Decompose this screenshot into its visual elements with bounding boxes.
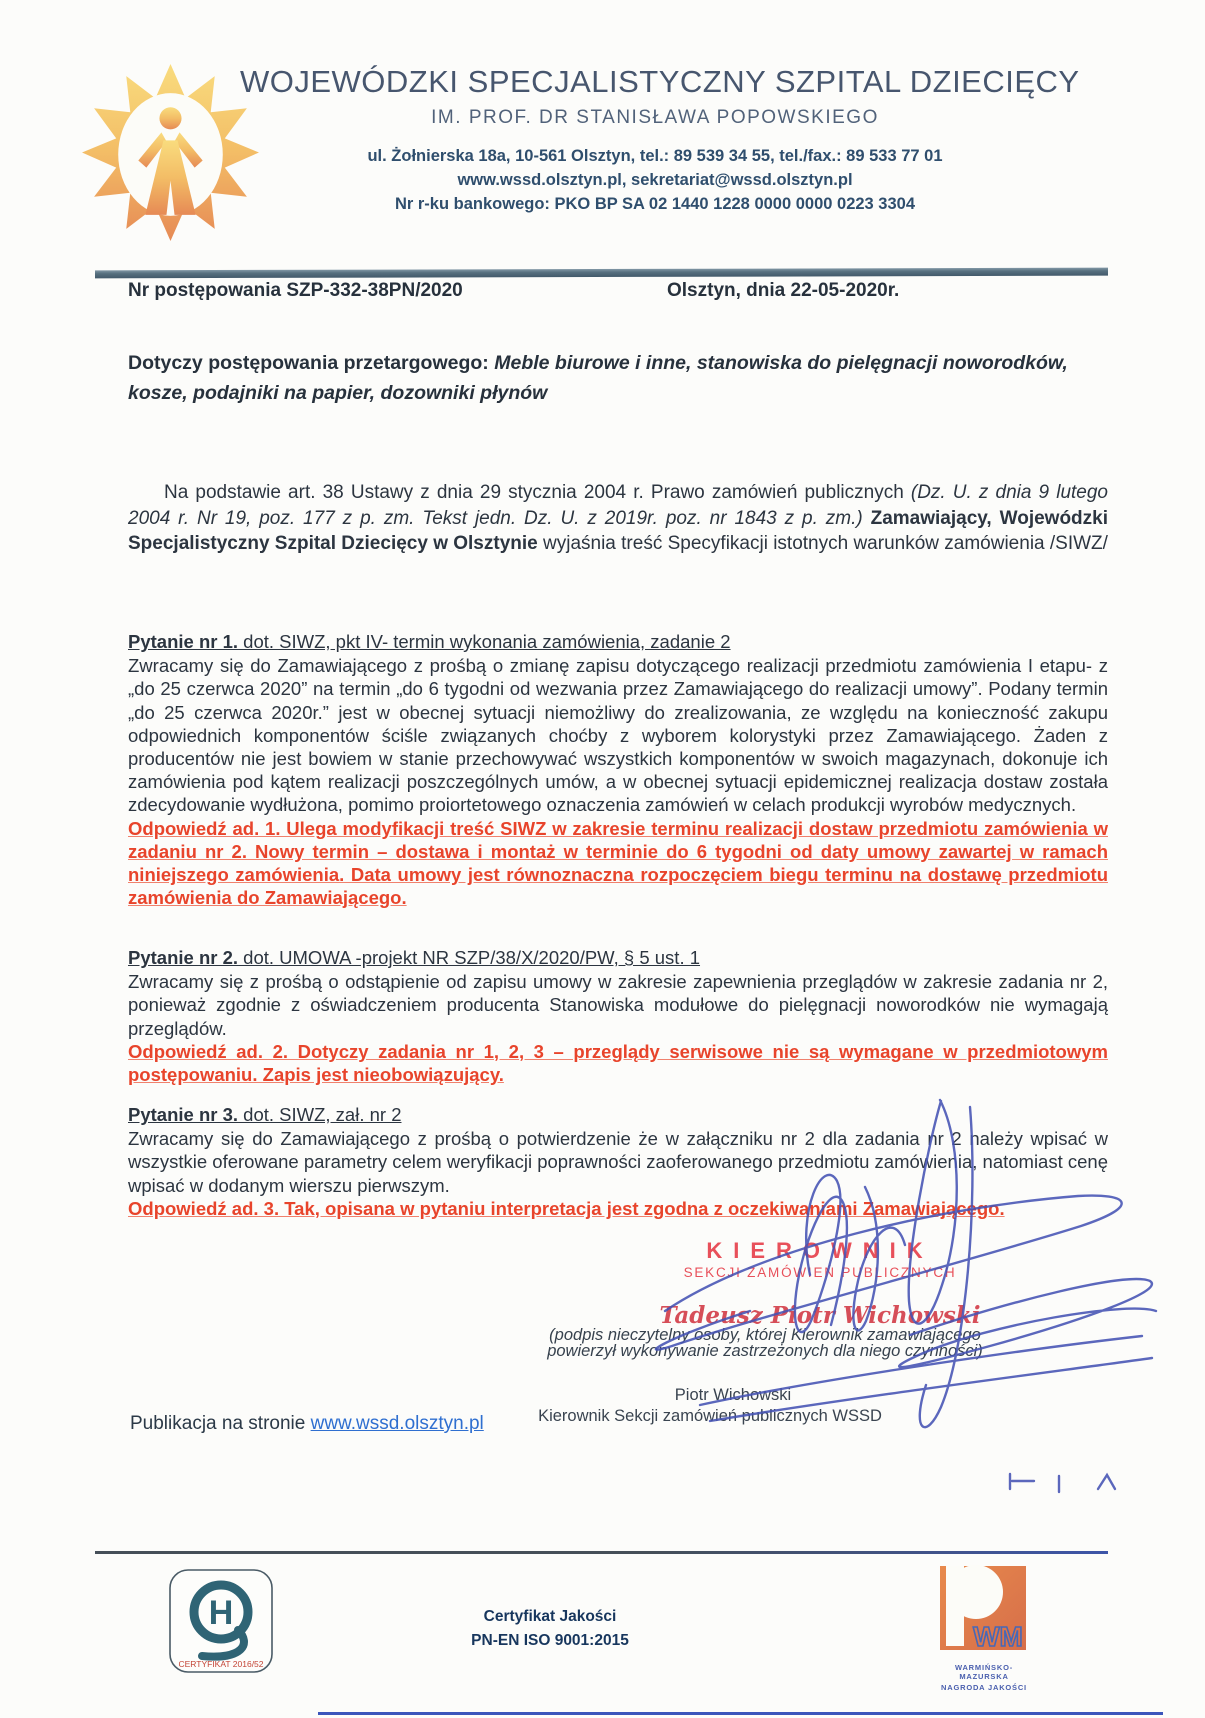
hospital-subtitle: IM. PROF. DR STANISŁAWA POPOWSKIEGO: [431, 107, 879, 128]
meta-row: [128, 280, 1108, 302]
publication-link[interactable]: www.wssd.olsztyn.pl: [310, 1413, 484, 1434]
quality-certificate-q-icon: [168, 1568, 274, 1674]
signature-note-line2: powierzył wykonywanie zastrzeżonych dla niego czynności): [547, 1342, 983, 1360]
award-caption-line1: WARMIŃSKO-MAZURSKA: [955, 1663, 1013, 1681]
contact-line: www.wssd.olsztyn.pl, sekretariat@wssd.olsztyn.pl: [457, 171, 853, 189]
address-line: ul. Żołnierska 18a, 10-561 Olsztyn, tel.: 89 539 34 55, tel./fax.: 89 533 77 01: [367, 147, 943, 165]
subject-text: Meble biurowe i inne, stanowiska do pielęgnacji noworodków, kosze, podajniki na papier, dozowniki płynów: [128, 352, 1068, 404]
signer-name: Piotr Wichowski: [674, 1386, 792, 1404]
question-3-body: Zwracamy się do Zamawiającego z prośbą o potwierdzenie że w załączniku nr 2 dla zadania nr 2 należy wpisać w wszystkie oferowane parametry celem weryfikacji poprawności zaoferowanego przedmiotu zamówienia, natomiast cenę wpisać w dodanym wierszu pierwszym.: [128, 1128, 1108, 1196]
question-section-2: [128, 946, 1108, 1086]
answer-2-text: Odpowiedź ad. 2. Dotyczy zadania nr 1, 2, 3 – przeglądy serwisowe nie są wymagane w przedmiotowym postępowaniu. Zapis jest nieobowiązujący.: [128, 1040, 1108, 1086]
question-3-label: Pytanie nr 3.: [128, 1104, 239, 1125]
intro-part4: wyjaśnia treść Specyfikacji istotnych warunków zamówienia /SIWZ/: [537, 533, 1108, 554]
certificate-title: Certyfikat Jakości: [483, 1608, 617, 1625]
question-3-heading: [128, 1103, 1108, 1126]
question-2-label: Pytanie nr 2.: [128, 947, 239, 968]
signature-block: [520, 1238, 1120, 1426]
signature-note-line1: (podpis nieczytelny osoby, której Kierownik zamawiającego: [549, 1326, 981, 1344]
wm-award-icon: [938, 1564, 1030, 1656]
signer-title: Kierownik Sekcji zamówień publicznych WSSD: [538, 1407, 882, 1425]
bank-account-line: Nr r-ku bankowego: PKO BP SA 02 1440 1228 0000 0000 0223 3304: [394, 195, 916, 213]
publication-label: Publikacja na stronie: [130, 1413, 311, 1434]
stamp-title: KIEROWNIK: [706, 1238, 934, 1263]
certificate-text: [420, 1608, 680, 1650]
place-date: Olsztyn, dnia 22-05-2020r.: [667, 280, 900, 301]
subject-line: [128, 348, 1113, 408]
question-1-heading: [128, 630, 1108, 653]
question-1-heading-rest: dot. SIWZ, pkt IV- termin wykonania zamówienia, zadanie 2: [238, 631, 731, 652]
cert-logo-caption: CERTYFIKAT 2016/52: [178, 1659, 264, 1669]
certificate-standard: PN-EN ISO 9001:2015: [471, 1632, 629, 1649]
question-1-body: Zwracamy się do Zamawiającego z prośbą o zmianę zapisu dotyczącego realizacji przedmiotu zamówienia I etapu- z „do 25 czerwca 2020” na termin „do 6 tygodni od wezwania przez Zamawiającego do realizacji umowy”. Podany termin „do 25 czerwca 2020r.” jest w obecnej sytuacji niemożliwy do zrealizowania, ze względu na konieczność zakupu odpowiednich komponentów ściśle związanych choćby z wyborem kolorystyki przez Zamawiającego. Żaden z producentów nie jest bowiem w stanie przechowywać wszystkich komponentów w swoich magazynach, dokonuje ich zamówienia pod kątem realizacji poszczególnych umów, a w obecnej sytuacji epidemicznej realizacja dostaw została zdecydowanie wydłużona, pomimo proiortetowego oznaczenia zamówień w celach produkcji wyrobów medycznych.: [128, 655, 1108, 816]
q-logo-letter: H: [208, 1594, 234, 1632]
question-2-body: Zwracamy się z prośbą o odstąpienie od zapisu umowy w zakresie zapewnienia przeglądów w zakresie zadania nr 2, ponieważ zgodnie z oświadczeniem producenta Stanowiska modułowe do pielęgnacji noworodków nie wymagają przeglądów.: [128, 971, 1108, 1039]
answer-3-text: Odpowiedź ad. 3. Tak, opisana w pytaniu interpretacja jest zgodna z oczekiwaniami Zamawiającego.: [128, 1197, 1005, 1219]
stamp-subtitle: SEKCJI ZAMÓWIEŃ PUBLICZNYCH: [683, 1265, 957, 1280]
question-section-3: [128, 1103, 1108, 1220]
case-number: Nr postępowania SZP-332-38PN/2020: [128, 280, 463, 301]
scan-edge-line: [318, 1712, 1163, 1715]
header-divider: [95, 268, 1108, 279]
question-2-heading: [128, 946, 1108, 969]
hospital-sun-logo-icon: [78, 62, 264, 248]
letterhead: [240, 64, 1080, 214]
intro-legal-ref: (Dz. U. z dnia 9 lutego 2004 r. Nr 19, poz. 177 z p. zm. Tekst jedn. Dz. U. z 2019r. poz. nr 1843 z p. zm.): [128, 482, 1108, 529]
intro-paragraph: [128, 480, 1108, 557]
answer-1-text: Odpowiedź ad. 1. Ulega modyfikacji treść SIWZ w zakresie terminu realizacji dostaw przedmiotu zamówienia w zadaniu nr 2. Nowy termin – dostawa i montaż w terminie do 6 tygodni od daty umowy zawartej w ramach niniejszego zamówienia. Data umowy jest równoznaczna rozpoczęciem biegu terminu na dostawę przedmiotu zamówienia do Zamawiającego.: [128, 817, 1108, 909]
intro-employer: Zamawiający, Wojewódzki Specjalistyczny Szpital Dziecięcy w Olsztynie: [128, 507, 1108, 554]
question-3-heading-rest: dot. SIWZ, zał. nr 2: [238, 1104, 402, 1125]
wm-letters: WM: [973, 1621, 1023, 1652]
award-caption-line2: NAGRODA JAKOŚCI: [941, 1683, 1027, 1692]
stamp-name: Tadeusz Piotr Wichowski: [659, 1302, 981, 1329]
footer-divider: [95, 1551, 1108, 1554]
warmia-mazury-award-logo: [932, 1564, 1036, 1692]
hospital-name: WOJEWÓDZKI SPECJALISTYCZNY SZPITAL DZIECIĘCY: [240, 64, 1080, 99]
subject-label: Dotyczy postępowania przetargowego:: [128, 352, 489, 374]
question-section-1: [128, 630, 1108, 909]
publication-line: [130, 1413, 484, 1435]
intro-part1: Na podstawie art. 38 Ustawy z dnia 29 stycznia 2004 r. Prawo zamówień publicznych: [164, 482, 911, 503]
question-2-heading-rest: dot. UMOWA -projekt NR SZP/38/X/2020/PW, § 5 ust. 1: [238, 947, 701, 968]
question-1-label: Pytanie nr 1.: [128, 631, 239, 652]
